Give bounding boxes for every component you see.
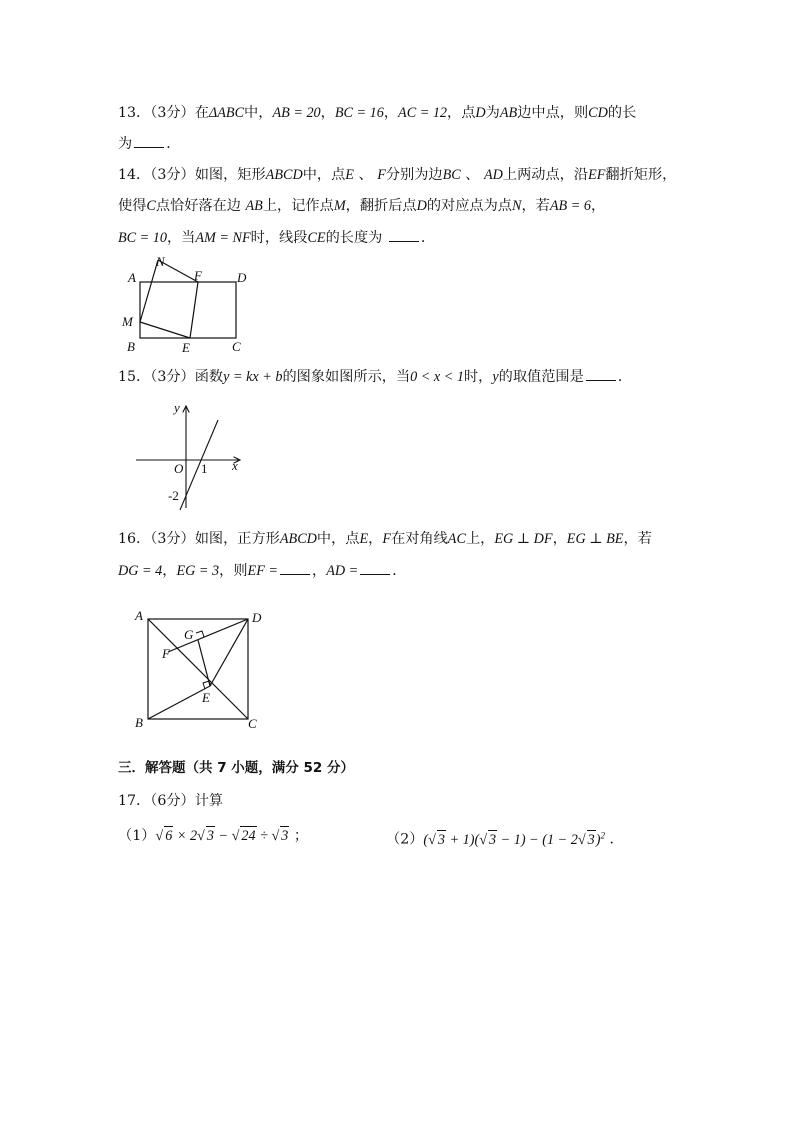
q16-line2: DG = 4，EG = 3，则EF = ，AD = ．: [118, 563, 407, 579]
q13-line1: 13．（3分）在ΔABC中，AB = 20，BC = 16，AC = 12，点D为AB边中点，则CD的长: [118, 105, 637, 121]
label-x: x: [232, 458, 238, 473]
q17-part1: （1）√ 6 × 2√ 3 − √ 24 ÷ √ 3 ；: [118, 828, 309, 844]
label-one: 1: [201, 461, 208, 476]
q14-rectangle-figure: [118, 252, 258, 358]
segment-mn: [140, 260, 158, 322]
label-d: D: [237, 270, 247, 285]
segment-eg: [198, 640, 210, 686]
label-m: M: [122, 314, 133, 329]
segment-me: [140, 322, 190, 338]
q16-ef-blank[interactable]: [280, 562, 310, 575]
q16-line1: 16．（3分）如图，正方形ABCD中，点E，F在对角线AC上，EG ⊥ DF，EG ⊥ BE，若: [118, 531, 652, 547]
label-e: E: [182, 340, 190, 355]
q13-answer-blank[interactable]: [134, 135, 164, 148]
q14-line2: 使得C点恰好落在边 AB上，记作点M，翻折后点D的对应点为点N，若AB = 6，: [118, 198, 606, 214]
label-e: E: [202, 690, 210, 705]
label-b: B: [127, 339, 135, 354]
q15-line1: 15．（3分）函数y = kx + b的图象如图所示，当0 < x < 1时，y的取值范围是 ．: [118, 369, 633, 385]
segment-fe: [190, 282, 198, 338]
label-c: C: [232, 339, 241, 354]
q14-line3: BC = 10，当AM = NF时，线段CE的长度为 ．: [118, 230, 436, 246]
label-d: D: [252, 610, 262, 625]
segment-be: [148, 686, 210, 719]
q16-square-figure: [132, 606, 272, 734]
segment-de: [210, 619, 248, 686]
q15-answer-blank[interactable]: [586, 368, 616, 381]
label-a: A: [135, 608, 143, 623]
segment-df: [168, 619, 248, 652]
label-a: A: [128, 270, 136, 285]
right-angle-mark-g: [196, 631, 204, 637]
label-c: C: [248, 716, 257, 731]
rectangle-abcd: [140, 282, 236, 338]
label-y: y: [174, 400, 180, 415]
q13-line2: 为 ．: [118, 136, 181, 152]
label-neg-two: -2: [168, 488, 179, 503]
section-3-heading: 三．解答题（共 7 小题，满分 52 分）: [118, 760, 354, 776]
q14-answer-blank[interactable]: [389, 229, 419, 242]
q14-line1: 14．（3分）如图，矩形ABCD中，点E 、 F分别为边BC 、 AD上两动点，沿EF翻折矩形，: [118, 167, 677, 183]
label-f: F: [194, 268, 202, 283]
q17-part2: （2）(√ 3 + 1)(√ 3 − 1) − (1 − 2√ 3)$^2$ ．: [386, 830, 624, 848]
label-b: B: [135, 715, 143, 730]
label-g: G: [184, 627, 194, 642]
label-n: N: [156, 254, 165, 269]
diagonal-ac: [148, 619, 248, 719]
q16-ad-blank[interactable]: [360, 562, 390, 575]
q17-title: 17．（6分）计算: [118, 793, 224, 809]
q15-linear-function-graph: [134, 398, 254, 514]
label-f: F: [162, 646, 170, 661]
label-origin: O: [174, 461, 184, 476]
